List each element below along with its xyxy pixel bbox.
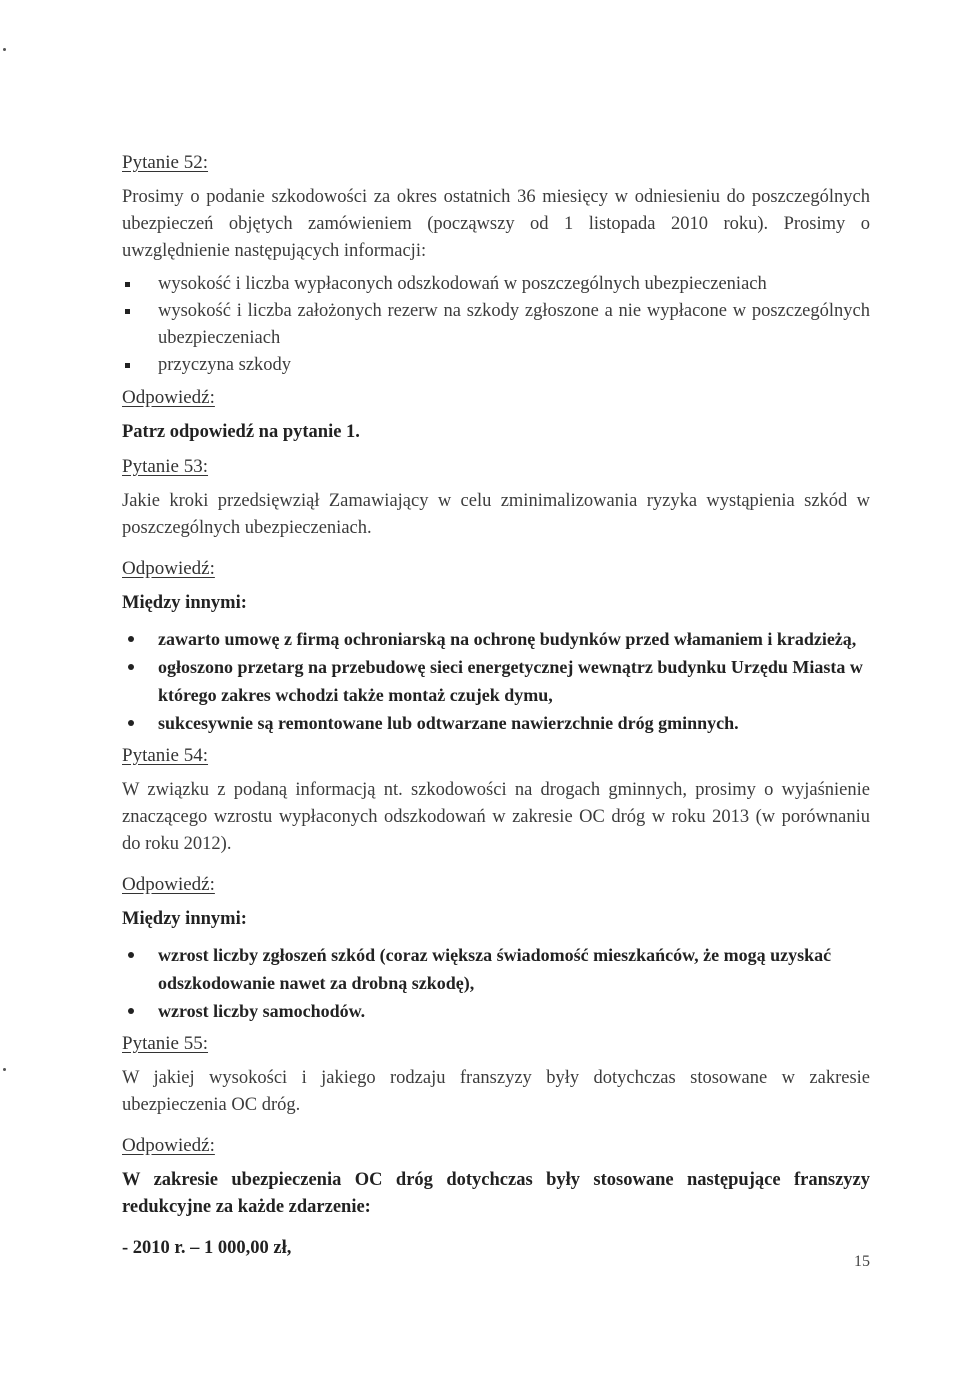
answer-52-heading: Odpowiedź: <box>122 387 215 408</box>
page-number: 15 <box>854 1253 870 1270</box>
list-item: wysokość i liczba wypłaconych odszkodowań w poszczególnych ubezpieczeniach <box>122 271 870 298</box>
answer-55-text: W zakresie ubezpieczenia OC dróg dotychczas były stosowane następujące franszyzy redukcyjne za każde zdarzenie: <box>122 1170 870 1217</box>
question-53-heading: Pytanie 53: <box>122 456 209 477</box>
list-item: przyczyna szkody <box>122 352 870 379</box>
list-item: wzrost liczby samochodów. <box>122 997 870 1025</box>
answer-52-text: Patrz odpowiedź na pytanie 1. <box>122 422 360 442</box>
question-54-heading: Pytanie 54: <box>122 745 209 766</box>
scan-speck <box>3 48 6 51</box>
question-55-text: W jakiej wysokości i jakiego rodzaju franszyzy były dotychczas stosowane w zakresie ubezpieczenia OC dróg. <box>122 1068 870 1115</box>
list-item: ogłoszono przetarg na przebudowę sieci energetycznej wewnątrz budynku Urzędu Miasta w którego zakres wchodzi także montaż czujek dymu, <box>122 653 870 709</box>
question-52-list <box>122 271 870 379</box>
answer-53-heading: Odpowiedź: <box>122 558 215 579</box>
list-item: wzrost liczby zgłoszeń szkód (coraz większa świadomość mieszkańców, że mogą uzyskać odszkodowanie nawet za drobną szkodę), <box>122 941 870 997</box>
question-52-heading: Pytanie 52: <box>122 152 209 173</box>
list-item: wysokość i liczba założonych rezerw na szkody zgłoszone a nie wypłacone w poszczególnych ubezpieczeniach <box>122 298 870 352</box>
list-item: sukcesywnie są remontowane lub odtwarzane nawierzchnie dróg gminnych. <box>122 709 870 737</box>
scan-speck <box>3 1068 6 1071</box>
answer-55-line: - 2010 r. – 1 000,00 zł, <box>122 1238 292 1258</box>
answer-53-list <box>122 625 870 737</box>
question-52-text: Prosimy o podanie szkodowości za okres ostatnich 36 miesięcy w odniesieniu do poszczególnych ubezpieczeń objętych zamówieniem (począwszy od 1 listopada 2010 roku). Prosimy o uwzględnienie następujących informacji: <box>122 187 870 261</box>
answer-53-intro: Między innymi: <box>122 593 247 613</box>
answer-54-list <box>122 941 870 1025</box>
question-53-text: Jakie kroki przedsięwziął Zamawiający w celu zminimalizowania ryzyka wystąpienia szkód w poszczególnych ubezpieczeniach. <box>122 491 870 538</box>
answer-54-heading: Odpowiedź: <box>122 874 215 895</box>
answer-55-heading: Odpowiedź: <box>122 1135 215 1156</box>
question-54-text: W związku z podaną informacją nt. szkodowości na drogach gminnych, prosimy o wyjaśnienie znaczącego wzrostu wypłaconych odszkodowań w zakresie OC dróg w roku 2013 (w porównaniu do roku 2012). <box>122 780 870 854</box>
question-55-heading: Pytanie 55: <box>122 1033 209 1054</box>
answer-54-intro: Między innymi: <box>122 909 247 929</box>
list-item: zawarto umowę z firmą ochroniarską na ochronę budynków przed włamaniem i kradzieżą, <box>122 625 870 653</box>
document-page <box>122 150 870 1270</box>
